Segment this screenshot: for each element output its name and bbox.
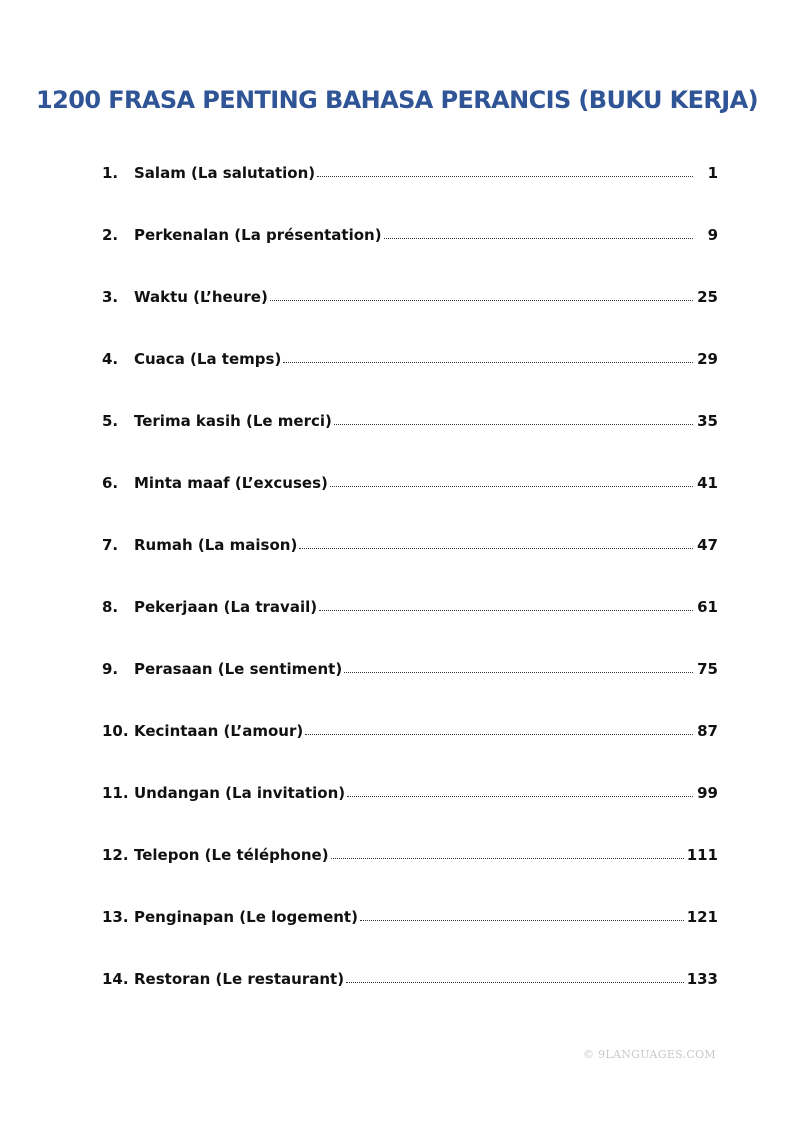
toc-entry[interactable] (102, 780, 718, 842)
toc-entry-number: 13. (102, 908, 129, 926)
toc-entry-number: 7. (102, 536, 119, 554)
toc-entry[interactable] (102, 284, 718, 346)
toc-entry-page: 121 (686, 908, 718, 926)
toc-entry-title: Pekerjaan (La travail) (134, 598, 318, 616)
toc-entry-page: 87 (697, 722, 718, 740)
toc-entry-number: 14. (102, 970, 129, 988)
toc-entry[interactable] (102, 470, 718, 532)
toc-entry[interactable] (102, 160, 718, 222)
toc-entry-page: 35 (697, 412, 718, 430)
toc-entry[interactable] (102, 594, 718, 656)
toc-entry-page: 99 (697, 784, 718, 802)
toc-dot-leader (319, 610, 693, 611)
toc-dot-leader (346, 982, 684, 983)
toc-entry[interactable] (102, 408, 718, 470)
toc-entry-number: 3. (102, 288, 119, 306)
toc-entry-number: 1. (102, 164, 119, 182)
toc-entry-number: 8. (102, 598, 119, 616)
toc-entry-page: 47 (697, 536, 718, 554)
toc-dot-leader (360, 920, 684, 921)
toc-entry[interactable] (102, 904, 718, 966)
toc-entry[interactable] (102, 718, 718, 780)
toc-entry-page: 133 (686, 970, 718, 988)
toc-dot-leader (299, 548, 693, 549)
toc-entry-title: Minta maaf (L’excuses) (134, 474, 328, 492)
toc-entry-page: 9 (707, 226, 718, 244)
toc-dot-leader (347, 796, 693, 797)
toc-entry-page: 1 (707, 164, 718, 182)
toc-dot-leader (331, 858, 684, 859)
toc-entry-page: 75 (697, 660, 718, 678)
toc-entry-page: 25 (697, 288, 718, 306)
toc-entry-title: Salam (La salutation) (134, 164, 316, 182)
toc-entry[interactable] (102, 842, 718, 904)
toc-entry-page: 61 (697, 598, 718, 616)
toc-entry-number: 10. (102, 722, 129, 740)
toc-entry-title: Perasaan (Le sentiment) (134, 660, 343, 678)
toc-dot-leader (317, 176, 693, 177)
toc-entry-number: 9. (102, 660, 119, 678)
toc-entry-title: Rumah (La maison) (134, 536, 298, 554)
toc-entry-number: 5. (102, 412, 119, 430)
toc-entry[interactable] (102, 346, 718, 408)
document-title: 1200 FRASA PENTING BAHASA PERANCIS (BUKU KERJA) (36, 86, 758, 114)
toc-entry[interactable] (102, 966, 718, 1028)
toc-dot-leader (384, 238, 693, 239)
toc-entry-title: Waktu (L’heure) (134, 288, 268, 306)
toc-entry-title: Penginapan (Le logement) (134, 908, 358, 926)
toc-entry-title: Telepon (Le téléphone) (134, 846, 329, 864)
copyright-footer: © 9LANGUAGES.COM (583, 1048, 716, 1061)
toc-entry-page: 41 (697, 474, 718, 492)
toc-entry-page: 29 (697, 350, 718, 368)
toc-entry-number: 6. (102, 474, 119, 492)
toc-dot-leader (305, 734, 693, 735)
toc-dot-leader (334, 424, 693, 425)
toc-entry-page: 111 (686, 846, 718, 864)
table-of-contents (102, 160, 718, 1028)
toc-entry[interactable] (102, 222, 718, 284)
toc-entry-title: Kecintaan (L’amour) (134, 722, 304, 740)
toc-dot-leader (270, 300, 693, 301)
toc-dot-leader (283, 362, 693, 363)
toc-entry-number: 4. (102, 350, 119, 368)
toc-entry-title: Undangan (La invitation) (134, 784, 346, 802)
toc-dot-leader (344, 672, 693, 673)
toc-entry-number: 12. (102, 846, 129, 864)
toc-entry-title: Cuaca (La temps) (134, 350, 282, 368)
toc-entry-number: 2. (102, 226, 119, 244)
toc-entry-title: Perkenalan (La présentation) (134, 226, 382, 244)
toc-entry[interactable] (102, 532, 718, 594)
toc-dot-leader (330, 486, 693, 487)
toc-entry-title: Terima kasih (Le merci) (134, 412, 332, 430)
toc-entry-number: 11. (102, 784, 129, 802)
toc-entry-title: Restoran (Le restaurant) (134, 970, 345, 988)
toc-entry[interactable] (102, 656, 718, 718)
